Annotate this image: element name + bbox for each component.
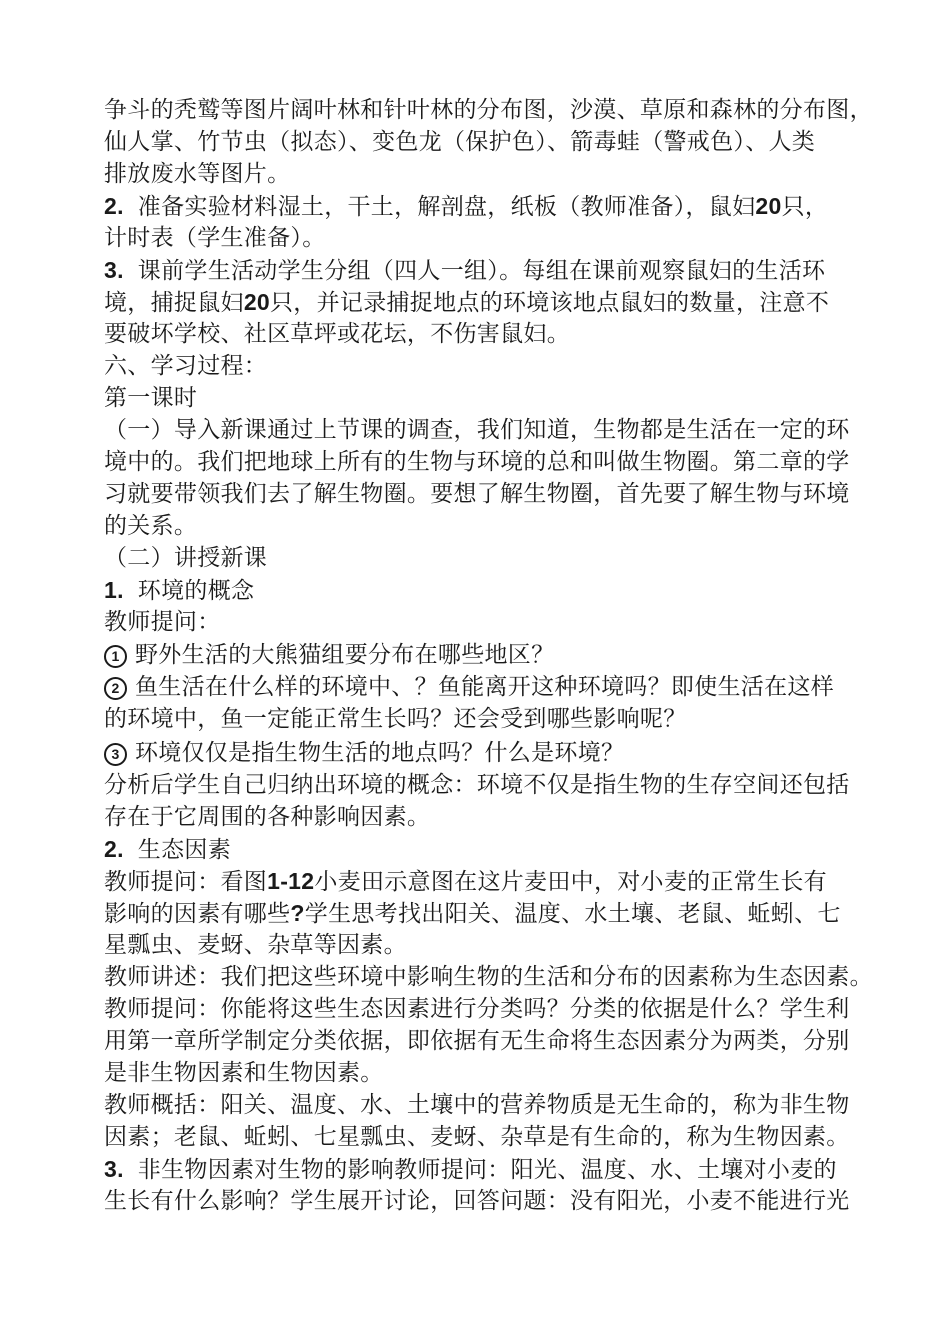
text-line: 要破坏学校、社区草坪或花坛，不伤害鼠妇。 [104,321,570,347]
text-line: 是非生物因素和生物因素。 [104,1060,384,1086]
section-heading: 六、学习过程： [104,353,268,379]
circled-number-icon: 2 [104,677,127,700]
text-line: 的环境中，鱼一定能正常生长吗？还会受到哪些影响呢？ [104,706,687,732]
text-line: 计时表（学生准备）。 [104,225,326,251]
circled-number-icon: 3 [104,743,127,766]
text-line: 用第一章所学制定分类依据，即依据有无生命将生态因素分为两类，分别 [104,1028,850,1054]
text-line [104,898,841,928]
text-line: 分析后学生自己归纳出环境的概念：环境不仅是指生物的生存空间还包括 [104,772,850,798]
text-line: 存在于它周围的各种影响因素。 [104,804,431,830]
text-span: 非生物因素对生物的影响教师提问：阳光、温度、水、土壤对小麦的 [137,1157,837,1183]
list-item-1 [104,575,254,605]
question-item [104,672,834,702]
question-item [104,640,554,670]
text-line [104,866,827,896]
text-line: 星瓢虫、麦蚜、杂草等因素。 [104,932,407,958]
text-line: 因素；老鼠、蚯蚓、七星瓢虫、麦蚜、杂草是有生命的，称为生物因素。 [104,1124,850,1150]
text-span: 生态因素 [137,837,231,863]
text-line: 教师提问： [104,609,221,635]
circled-number-icon: 1 [104,645,127,668]
item-number: 1. [104,577,124,603]
text-line: 排放废水等图片。 [104,161,291,187]
text-span: 环境仅仅是指生物生活的地点吗？什么是环境？ [135,740,625,766]
text-span: 环境的概念 [137,578,255,604]
text-line: 仙人掌、竹节虫（拟态）、变色龙（保护色）、箭毒蛙（警戒色）、人类 [104,129,816,155]
item-number: 2. [104,836,124,862]
number-span: 20 [755,193,782,219]
text-span: 鱼生活在什么样的环境中、？鱼能离开这种环境吗？即使生活在这样 [135,674,834,700]
text-span: 小麦田示意图在这片麦田中，对小麦的正常生长有 [314,869,827,895]
list-item-2 [104,191,828,221]
question-mark: ? [290,900,305,926]
text-span: 只，并记录捕捉地点的环境该地点鼠妇的数量，注意不 [270,290,830,316]
text-span: 课前学生活动学生分组（四人一组）。每组在课前观察鼠妇的生活环 [137,258,826,284]
section-heading: 第一课时 [104,385,198,411]
text-line: 教师讲述：我们把这些环境中影响生物的生活和分布的因素称为生态因素。 [104,964,873,990]
item-number: 3. [104,257,124,283]
text-span: 影响的因素有哪些 [104,901,291,927]
text-span: 境，捕捉鼠妇 [104,290,244,316]
text-span: 学生思考找出阳关、温度、水土壤、老鼠、蚯蚓、七 [304,901,841,927]
text-span: 准备实验材料湿土，干土，解剖盘，纸板（教师准备），鼠妇 [137,194,756,220]
text-line: 争斗的秃鹫等图片阔叶林和针叶林的分布图，沙漠、草原和森林的分布图， [104,97,873,123]
section-heading: （二）讲授新课 [104,545,268,571]
list-item-2 [104,834,231,864]
item-number: 3. [104,1156,124,1182]
figure-ref: 1-12 [267,868,315,894]
question-item [104,738,624,768]
number-span: 20 [243,289,270,315]
text-span: 野外生活的大熊猫组要分布在哪些地区？ [135,642,555,668]
text-line: 习就要带领我们去了解生物圈。要想了解生物圈，首先要了解生物与环境 [104,481,850,507]
list-item-3 [104,1154,837,1184]
text-line: 教师概括：阳关、温度、水、土壤中的营养物质是无生命的，称为非生物 [104,1092,850,1118]
text-span: 只， [781,194,829,220]
text-line: 生长有什么影响？学生展开讨论，回答问题：没有阳光，小麦不能进行光 [104,1188,850,1214]
text-line: （一）导入新课通过上节课的调查，我们知道，生物都是生活在一定的环 [104,417,850,443]
list-item-3 [104,255,825,285]
text-line [104,287,829,317]
text-line: 教师提问：你能将这些生态因素进行分类吗？分类的依据是什么？学生利 [104,996,850,1022]
text-line: 的关系。 [104,513,198,539]
item-number: 2. [104,193,124,219]
text-span: 教师提问：看图 [104,869,268,895]
text-line: 境中的。我们把地球上所有的生物与环境的总和叫做生物圈。第二章的学 [104,449,850,475]
